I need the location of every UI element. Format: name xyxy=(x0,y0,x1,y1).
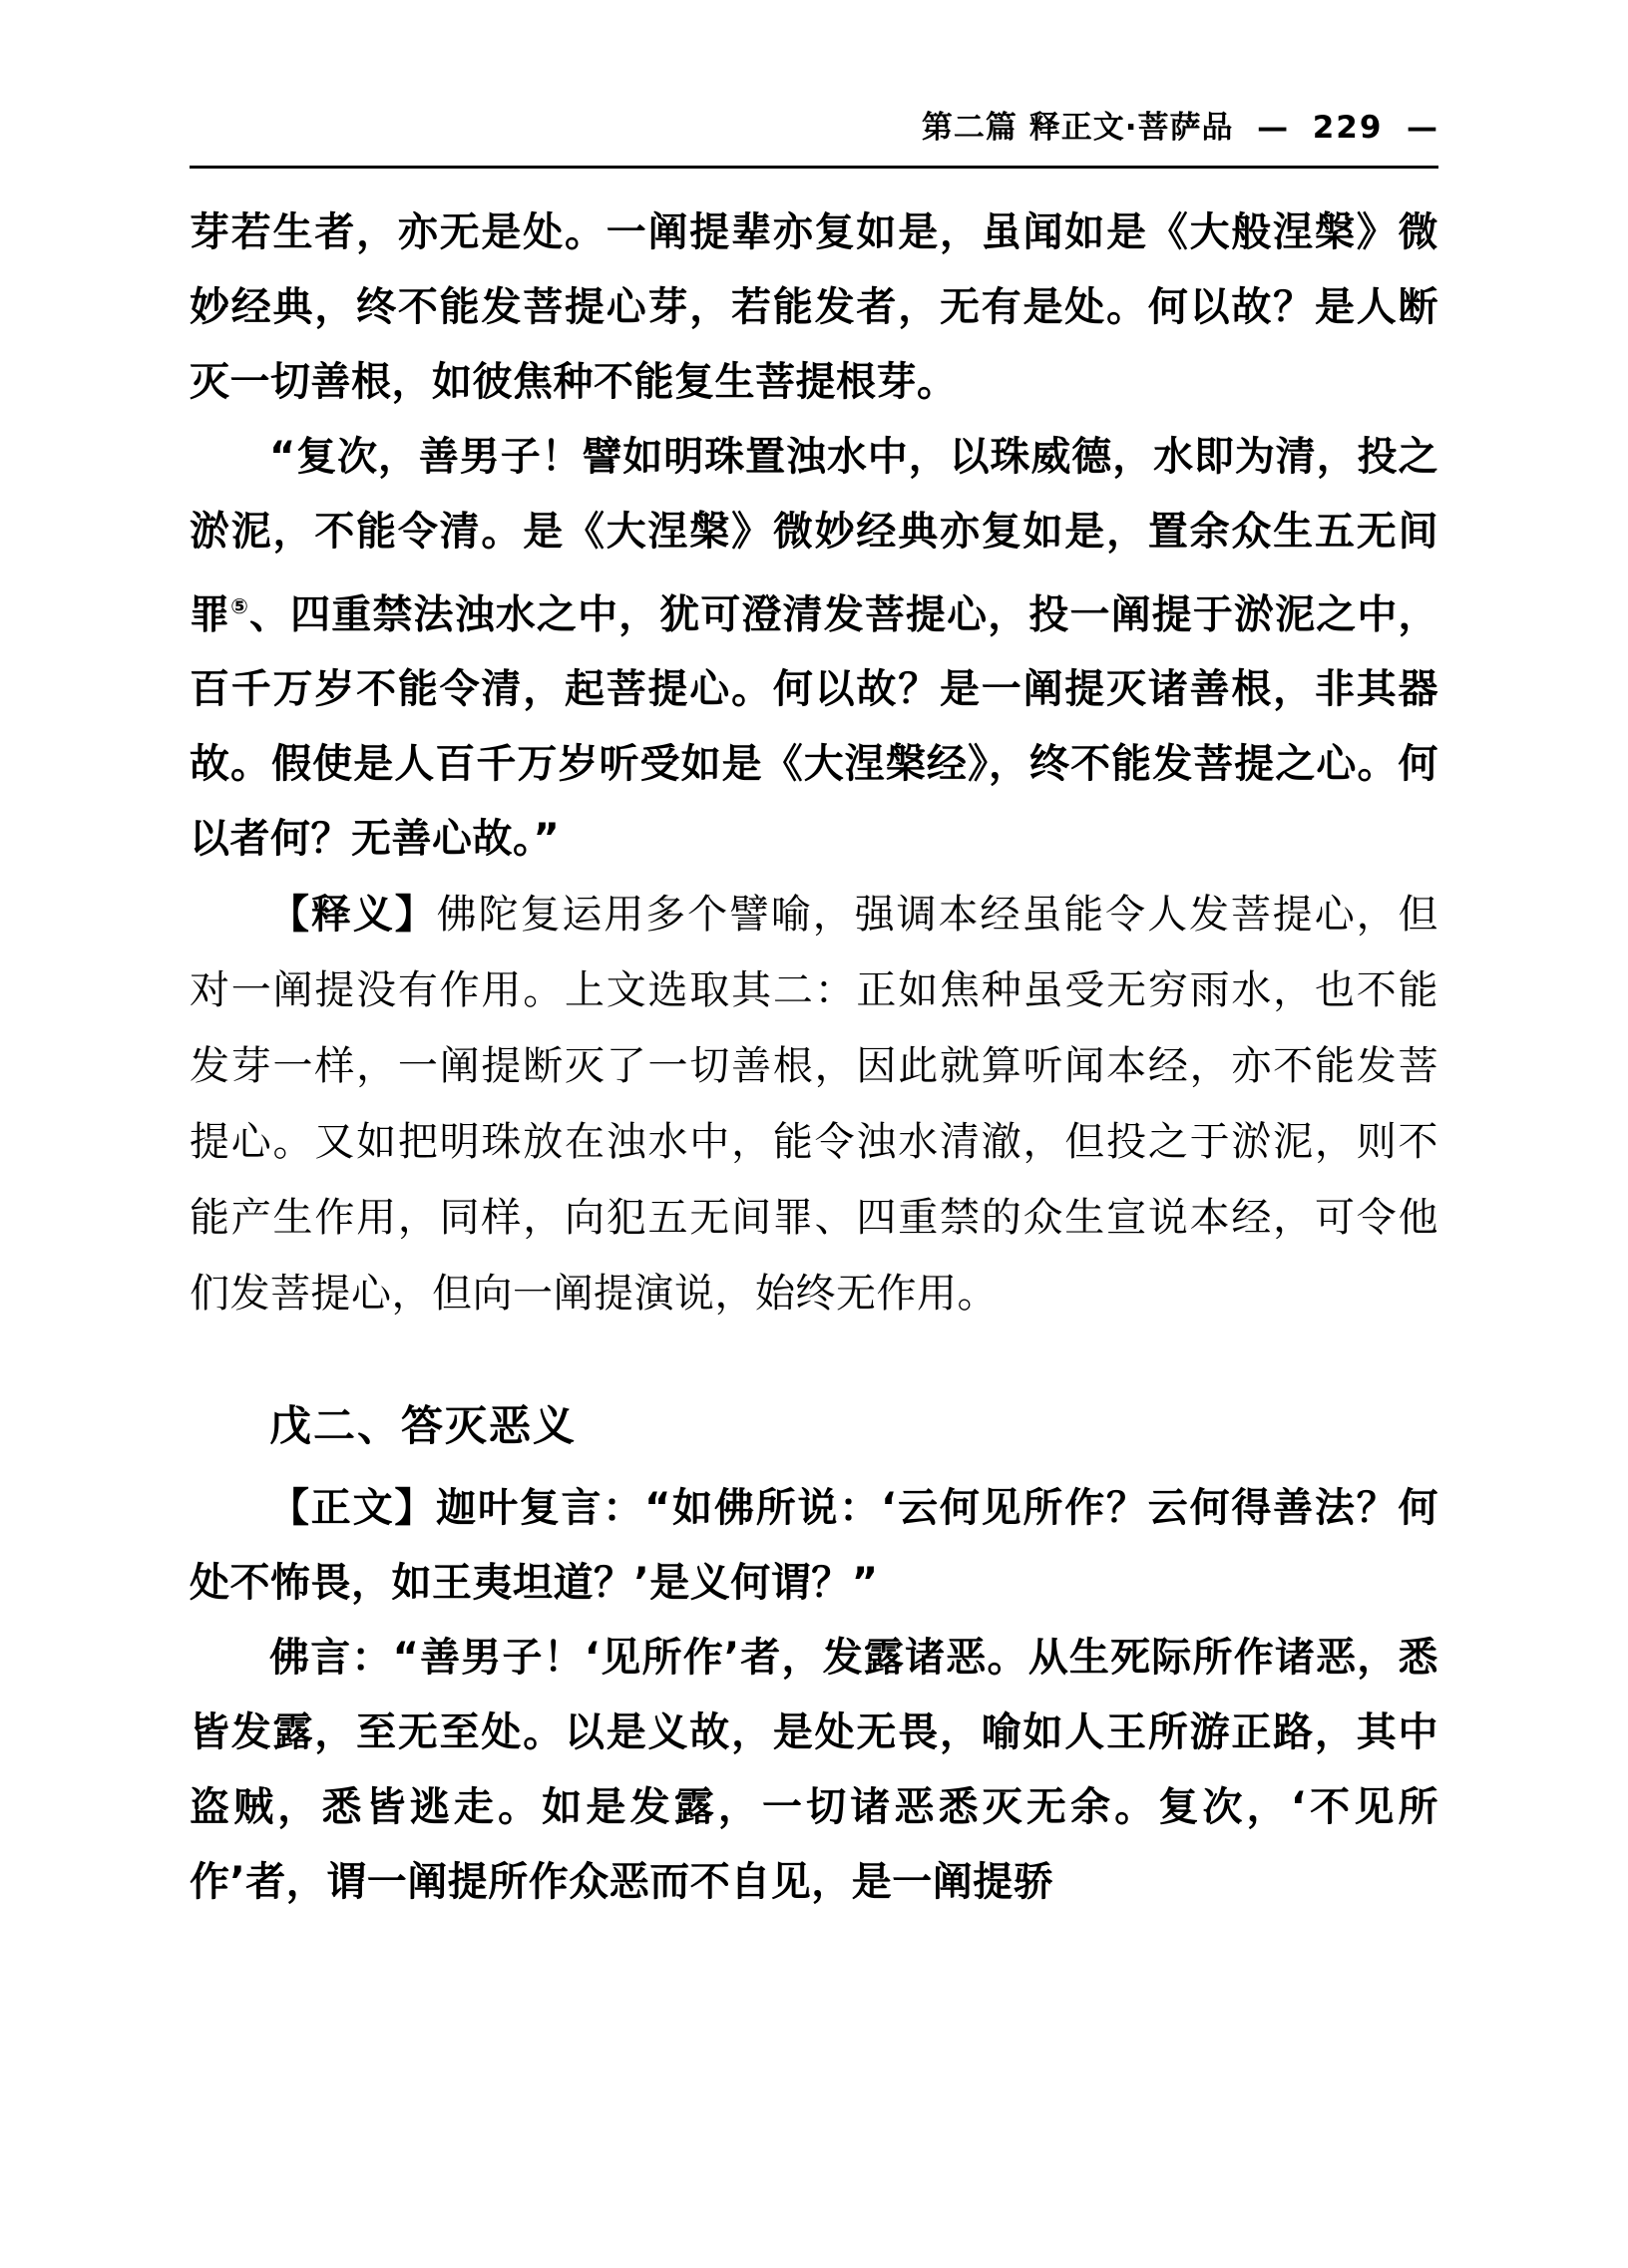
sutra-paragraph-2-part-b: 、四重禁法浊水之中，犹可澄清发菩提心，投一阐提于淤泥之中，百千万岁不能令清，起菩提心。何以故？是一阐提灭诸善根，非其器故。假使是人百千万岁听受如是《大涅槃经》，终不能发菩提之心。何以者何？无善心故。” xyxy=(190,591,1439,863)
commentary-tag-shiyi: 【释义】 xyxy=(269,892,437,939)
dash-left: — xyxy=(1257,110,1290,146)
dash-right: — xyxy=(1407,110,1438,146)
sutra-paragraph-3 xyxy=(190,1471,1438,1621)
section-heading: 戊二、答灭恶义 xyxy=(269,1401,578,1451)
sutra-paragraph-2-part-a: “复次，善男子！譬如明珠置浊水中，以珠威德，水即为清，投之淤泥，不能令清。是《大涅槃》微妙经典亦复如是，置余众生五无间罪 xyxy=(190,434,1438,638)
commentary-paragraph-1-text: 佛陀复运用多个譬喻，强调本经虽能令人发菩提心，但对一阐提没有作用。上文选取其二：正如焦种虽受无穷雨水，也不能发芽一样，一阐提断灭了一切善根，因此就算听闻本经，亦不能发菩提心。又如把明珠放在浊水中，能令浊水清澈，但投之于淤泥，则不能产生作用，同样，向犯五无间罪、四重禁的众生宣说本经，可令他们发菩提心，但向一阐提演说，始终无作用。 xyxy=(190,892,1439,1318)
header-rule xyxy=(190,166,1438,169)
commentary-paragraph-1 xyxy=(190,877,1438,1331)
sutra-paragraph-1: 芽若生者，亦无是处。一阐提辈亦复如是，虽闻如是《大般涅槃》微妙经典，终不能发菩提心芽，若能发者，无有是处。何以故？是人断灭一切善根，如彼焦种不能复生菩提根芽。 xyxy=(190,209,1438,405)
sutra-paragraph-4: 佛言：“善男子！‘见所作’者，发露诸恶。从生死际所作诸恶，悉皆发露，至无至处。以是义故，是处无畏，喻如人王所游正路，其中盗贼，悉皆逃走。如是发露，一切诸恶悉灭无余。复次，‘不见所作’者，谓一阐提所作众恶而不自见，是一阐提骄 xyxy=(190,1635,1438,1906)
sutra-tag-zhengwen: 【正文】 xyxy=(269,1485,437,1532)
footnote-marker-5: ⑤ xyxy=(230,594,250,618)
page-content xyxy=(190,195,1438,1920)
sutra-paragraph-3-text: 迦叶复言：“如佛所说：‘云何见所作？云何得善法？何处不怖畏，如王夷坦道？’是义何谓？” xyxy=(190,1485,1439,1607)
page-number: 229 xyxy=(1312,110,1384,146)
header-running-title xyxy=(922,108,1438,148)
sutra-paragraph-2 xyxy=(190,420,1438,877)
page-header xyxy=(190,108,1438,172)
running-title-text: 第二篇 释正文·菩萨品 xyxy=(921,110,1234,146)
